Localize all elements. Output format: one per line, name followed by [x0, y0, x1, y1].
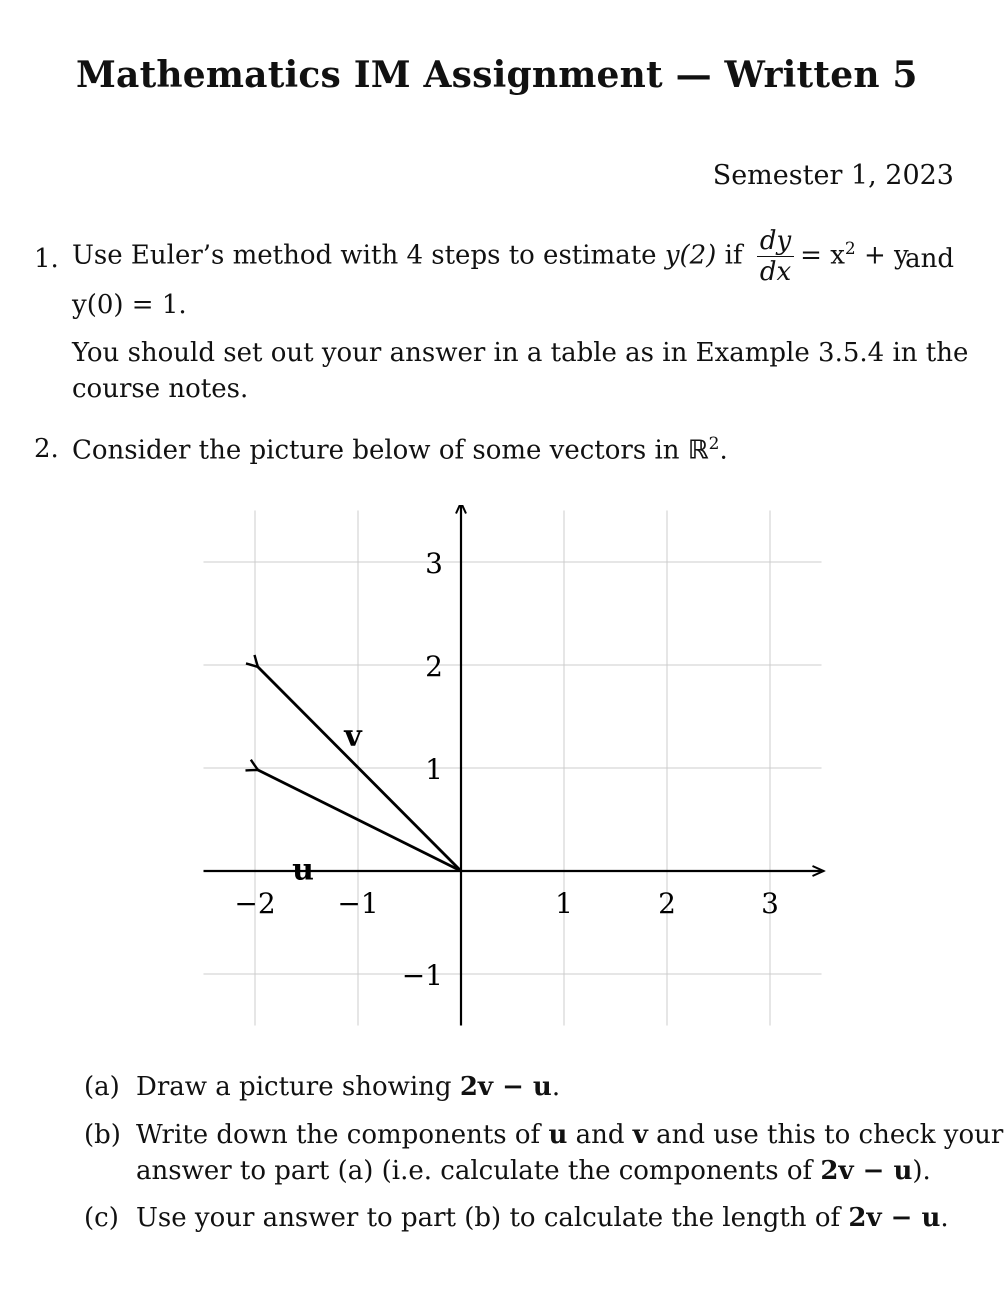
part-b-line2: [136, 1156, 931, 1186]
part-a-label: (a): [84, 1072, 120, 1102]
part-b-line2-pre: answer to part (a) (i.e. calculate the components of: [136, 1156, 821, 1186]
y-tick-label: 2: [425, 650, 443, 683]
q1-rhs-eq: = x: [800, 240, 845, 271]
q2-text: [72, 434, 728, 466]
part-c-pre: Use your answer to part (b) to calculate the length of: [136, 1203, 849, 1233]
part-b-u: u: [548, 1120, 568, 1150]
x-tick-label: 2: [658, 887, 676, 920]
part-a-math: 2v − u: [459, 1072, 552, 1102]
q1-rhs-exp: 2: [844, 238, 856, 259]
part-c-post: .: [940, 1203, 949, 1233]
part-b-line1: [136, 1120, 1004, 1150]
y-tick-label: −1: [401, 959, 443, 992]
q1-line1-text: Use Euler’s method with 4 steps to estimate: [72, 240, 665, 271]
part-b-line1-post: and use this to check your: [647, 1120, 1004, 1150]
part-a-text: [136, 1072, 560, 1102]
part-a-post: .: [551, 1072, 561, 1102]
part-a-pre: Draw a picture showing: [136, 1072, 460, 1102]
part-c-math: 2v − u: [848, 1203, 941, 1233]
q1-y2: y(2): [664, 240, 717, 271]
derivative-fraction: [757, 226, 794, 287]
x-tick-label: −2: [234, 887, 276, 920]
part-b-label: (b): [84, 1120, 121, 1150]
vector-label-v: v: [344, 719, 362, 754]
q1-rhs-rest: + y: [855, 240, 909, 271]
q1-line1: [72, 226, 909, 287]
q1-initial-condition: y(0) = 1.: [72, 290, 187, 320]
vector-plot: [195, 505, 835, 1035]
part-b-v: v: [632, 1120, 648, 1150]
x-tick-label: −1: [337, 887, 379, 920]
part-b-line2-post: ).: [912, 1156, 931, 1186]
y-tick-label: 1: [425, 753, 443, 786]
q1-note-line2: course notes.: [72, 374, 249, 404]
q1-note-line1: You should set out your answer in a table as in Example 3.5.4 in the: [72, 338, 969, 368]
q2-number: 2.: [34, 434, 59, 464]
vector-label-u: u: [292, 852, 314, 888]
semester-label: Semester 1, 2023: [712, 160, 954, 191]
part-c-label: (c): [84, 1203, 119, 1233]
q2-set-symbol: ℝ: [687, 435, 709, 466]
frac-numerator: dy: [757, 226, 794, 257]
y-tick-label: 3: [425, 547, 443, 580]
x-tick-label: 1: [555, 887, 573, 920]
part-b-mid: and: [567, 1120, 633, 1150]
q1-number: 1.: [34, 244, 59, 274]
x-tick-label: 3: [761, 887, 779, 920]
q1-if: if: [716, 240, 751, 271]
q1-and: and: [905, 244, 954, 274]
part-b-math: 2v − u: [820, 1156, 913, 1186]
frac-denominator: dx: [759, 257, 792, 287]
part-c-text: [136, 1203, 949, 1233]
q2-text-body: Consider the picture below of some vectors in: [72, 435, 688, 466]
q2-period: .: [719, 435, 728, 466]
part-b-line1-pre: Write down the components of: [136, 1120, 549, 1150]
page-title: Mathematics IM Assignment — Written 5: [76, 54, 918, 96]
q2-set-exp: 2: [708, 434, 720, 454]
